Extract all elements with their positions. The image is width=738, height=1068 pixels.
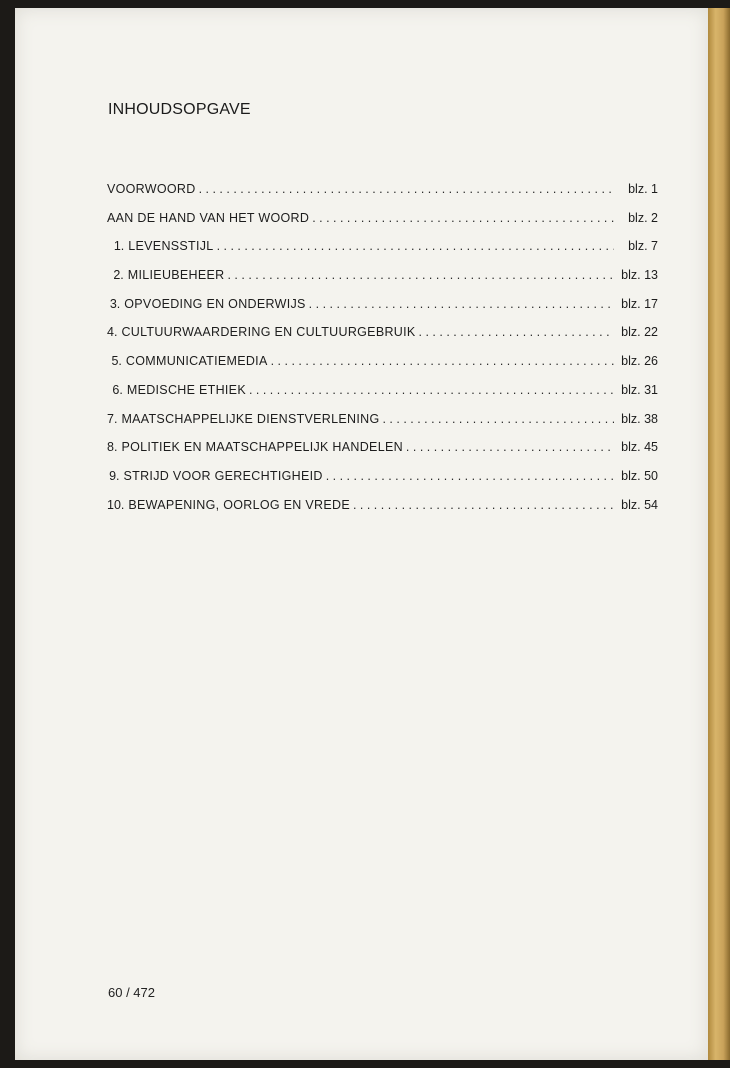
toc-entry-page: blz. 26 xyxy=(621,354,658,369)
toc-entry-number: 3. xyxy=(109,296,121,311)
toc-entry-number: 7. xyxy=(107,411,118,426)
toc-entry-label: COMMUNICATIEMEDIA xyxy=(125,354,268,369)
document-page xyxy=(15,8,708,1060)
toc-entry-page: blz. 31 xyxy=(621,382,658,397)
toc-entry-opvoeding xyxy=(107,297,658,326)
toc-entry-label: LEVENSSTIJL xyxy=(128,239,214,254)
dot-leader xyxy=(323,469,614,483)
dot-leader xyxy=(268,354,614,368)
toc-entry-medische-ethiek xyxy=(107,383,658,412)
toc-entry-page: blz. 38 xyxy=(621,411,658,426)
toc-entry-label: BEWAPENING, OORLOG EN VREDE xyxy=(128,497,350,512)
toc-entry-page: blz. 54 xyxy=(621,497,658,512)
toc-entry-aan-de-hand xyxy=(107,211,658,240)
toc-entry-gerechtigheid xyxy=(107,469,658,498)
toc-entry-number: 9. xyxy=(109,468,120,483)
toc-entry-page: blz. 7 xyxy=(628,239,658,254)
toc-entry-label: OPVOEDING EN ONDERWIJS xyxy=(124,296,306,311)
dot-leader xyxy=(309,211,614,225)
dot-leader xyxy=(350,498,614,512)
toc-entry-bewapening xyxy=(107,498,658,527)
dot-leader xyxy=(379,412,614,426)
toc-entry-dienstverlening xyxy=(107,412,658,441)
table-of-contents xyxy=(107,182,658,526)
toc-entry-levensstijl xyxy=(107,239,658,268)
toc-entry-page: blz. 1 xyxy=(628,182,658,196)
page-title: INHOUDSOPGAVE xyxy=(108,101,251,118)
toc-entry-number: 6. xyxy=(112,382,123,397)
toc-entry-page: blz. 50 xyxy=(621,468,658,483)
dot-leader xyxy=(196,182,614,196)
toc-entry-label: STRIJD VOOR GERECHTIGHEID xyxy=(123,468,323,483)
toc-entry-label: CULTUURWAARDERING EN CULTUURGEBRUIK xyxy=(121,325,416,340)
toc-entry-page: blz. 17 xyxy=(621,296,658,311)
toc-entry-politiek xyxy=(107,440,658,469)
toc-entry-label: MEDISCHE ETHIEK xyxy=(126,382,246,397)
toc-entry-page: blz. 45 xyxy=(621,440,658,455)
toc-entry-voorwoord xyxy=(107,182,658,211)
page-number: 60 / 472 xyxy=(108,985,155,1000)
toc-entry-label: VOORWOORD xyxy=(107,182,196,196)
toc-entry-cultuurwaardering xyxy=(107,325,658,354)
toc-entry-number: 5. xyxy=(111,354,122,369)
toc-entry-number: 10. xyxy=(107,497,125,512)
book-spine-edge xyxy=(708,8,730,1060)
toc-entry-number: 4. xyxy=(107,325,118,340)
toc-entry-page: blz. 22 xyxy=(621,325,658,340)
dot-leader xyxy=(306,297,614,311)
toc-entry-communicatiemedia xyxy=(107,354,658,383)
toc-entry-page: blz. 2 xyxy=(628,210,658,225)
scan-margin xyxy=(730,0,738,1068)
dot-leader xyxy=(403,440,614,454)
toc-entry-label: AAN DE HAND VAN HET WOORD xyxy=(107,210,310,225)
toc-entry-number: 2. xyxy=(113,268,124,283)
dot-leader xyxy=(214,239,614,253)
toc-entry-label: MILIEUBEHEER xyxy=(127,268,225,283)
toc-entry-number: 8. xyxy=(107,440,118,455)
toc-entry-number: 1. xyxy=(113,239,125,254)
toc-entry-milieubeheer xyxy=(107,268,658,297)
toc-entry-label: POLITIEK EN MAATSCHAPPELIJK HANDELEN xyxy=(121,440,403,455)
dot-leader xyxy=(246,383,614,397)
dot-leader xyxy=(224,268,614,282)
toc-entry-label: MAATSCHAPPELIJKE DIENSTVERLENING xyxy=(121,411,380,426)
toc-entry-page: blz. 13 xyxy=(621,268,658,283)
dot-leader xyxy=(416,325,614,339)
